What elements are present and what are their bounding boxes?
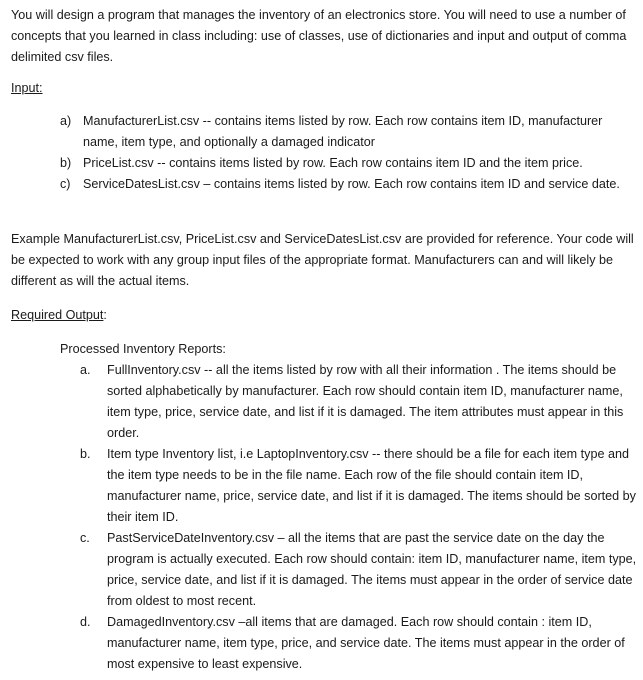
- list-item: [80, 528, 640, 612]
- output-heading: [11, 305, 107, 326]
- list-item: [80, 444, 640, 528]
- list-marker: b): [60, 156, 72, 170]
- list-item: [80, 612, 640, 675]
- output-heading-suffix: :: [103, 308, 107, 322]
- list-item: [80, 360, 640, 444]
- list-item: [60, 153, 630, 174]
- input-list: [60, 111, 630, 195]
- list-item-text: ServiceDatesList.csv – contains items listed by row. Each row contains item ID and service date.: [83, 177, 620, 191]
- list-item: [60, 111, 630, 153]
- list-item-text: Item type Inventory list, i.e LaptopInventory.csv -- there should be a file for each item type and the item type needs to be in the file name. Each row of the file should contain item ID, manufacturer name, price, service date, and list if it is damaged. The items should be sorted by their item ID.: [107, 447, 636, 524]
- list-marker: c): [60, 177, 71, 191]
- list-item: [60, 174, 630, 195]
- output-list: [80, 360, 640, 675]
- example-paragraph: Example ManufacturerList.csv, PriceList.csv and ServiceDatesList.csv are provided for reference. Your code will be expected to work with any group input files of the appropriate format. Manufacturers can and will likely be different as will the actual items.: [11, 232, 634, 288]
- list-item-text: PriceList.csv -- contains items listed by row. Each row contains item ID and the item price.: [83, 156, 583, 170]
- list-marker: a.: [80, 363, 91, 377]
- intro-paragraph: You will design a program that manages the inventory of an electronics store. You will need to use a number of concepts that you learned in class including: use of classes, use of dictionaries and input and output of comma delimited csv files.: [11, 8, 627, 64]
- list-item-text: ManufacturerList.csv -- contains items listed by row. Each row contains item ID, manufacturer name, item type, and optionally a damaged indicator: [83, 114, 603, 149]
- input-heading: Input:: [11, 81, 43, 95]
- list-item-text: FullInventory.csv -- all the items listed by row with all their information . The items should be sorted alphabetically by manufacturer. Each row should contain item ID, manufacturer name, item type, price, service date, and list if it is damaged. The item attributes must appear in this order.: [107, 363, 624, 440]
- list-item-text: DamagedInventory.csv –all items that are damaged. Each row should contain : item ID, manufacturer name, item type, price, and service date. The items must appear in the order of most expensive to least expensive.: [107, 615, 625, 671]
- list-marker: d.: [80, 615, 91, 629]
- list-marker: a): [60, 114, 72, 128]
- list-marker: b.: [80, 447, 91, 461]
- output-subheading: Processed Inventory Reports:: [60, 342, 226, 356]
- list-marker: c.: [80, 531, 90, 545]
- list-item-text: PastServiceDateInventory.csv – all the items that are past the service date on the day the program is actually executed. Each row should contain: item ID, manufacturer name, item type, price, service date, and list if it is damaged. The items must appear in the order of service date from oldest to most recent.: [107, 531, 637, 608]
- output-heading-text: Required Output: [11, 308, 104, 322]
